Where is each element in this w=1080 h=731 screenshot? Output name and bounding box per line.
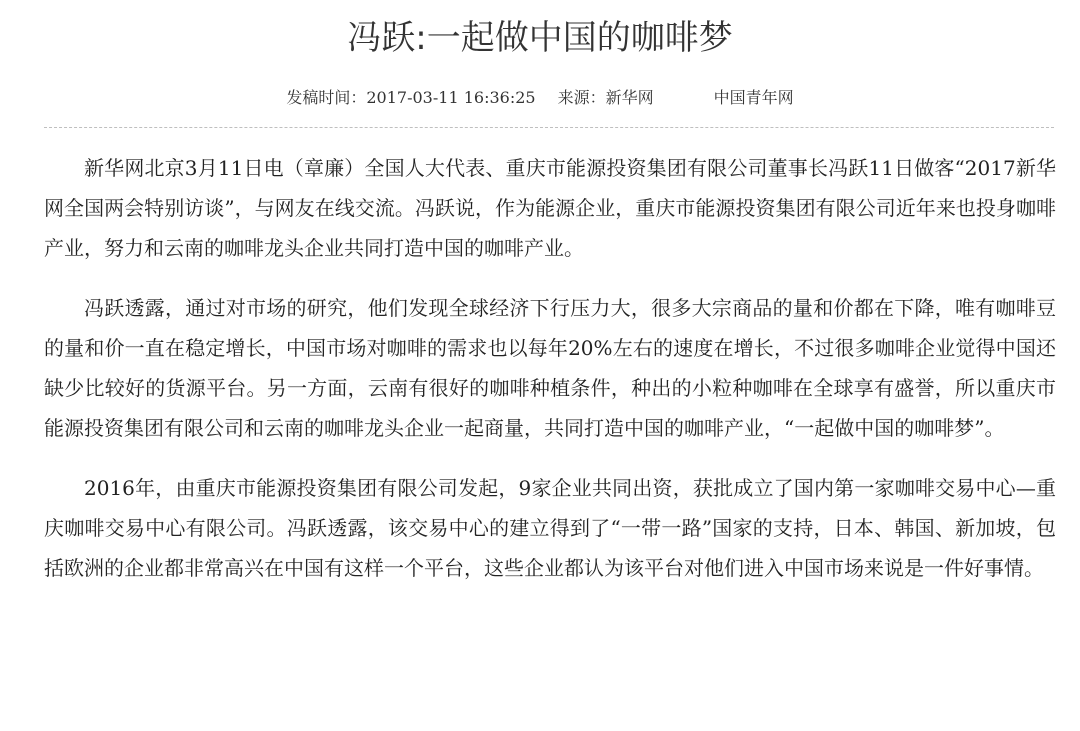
source-label: 来源： <box>557 88 606 107</box>
publish-time-label: 发稿时间： <box>286 88 367 107</box>
publish-time: 2017-03-11 16:36:25 <box>366 88 536 107</box>
article-title: 冯跃:一起做中国的咖啡梦 <box>347 18 733 58</box>
paragraph-3: 2016年，由重庆市能源投资集团有限公司发起，9家企业共同出资，获批成立了国内第一家咖啡交易中心—重庆咖啡交易中心有限公司。冯跃透露，该交易中心的建立得到了“一带一路”国家的支持，日本、韩国、新加坡，包括欧洲的企业都非常高兴在中国有这样一个平台，这些企业都认为该平台对他们进入中国市场来说是一件好事情。 <box>44 476 1056 580</box>
meta-divider <box>44 127 1054 128</box>
source-youth: 中国青年网 <box>713 88 794 107</box>
paragraph-2: 冯跃透露，通过对市场的研究，他们发现全球经济下行压力大，很多大宗商品的量和价都在下降，唯有咖啡豆的量和价一直在稳定增长，中国市场对咖啡的需求也以每年20%左右的速度在增长，不过很多咖啡企业觉得中国还缺少比较好的货源平台。另一方面，云南有很好的咖啡种植条件，种出的小粒种咖啡在全球享有盛誉，所以重庆市能源投资集团有限公司和云南的咖啡龙头企业一起商量，共同打造中国的咖啡产业，“一起做中国的咖啡梦”。 <box>44 296 1056 440</box>
article-body <box>44 148 1056 608</box>
article-meta <box>0 86 1080 110</box>
paragraph-1: 新华网北京3月11日电（章廉）全国人大代表、重庆市能源投资集团有限公司董事长冯跃11日做客“2017新华网全国两会特别访谈”，与网友在线交流。冯跃说，作为能源企业，重庆市能源投资集团有限公司近年来也投身咖啡产业，努力和云南的咖啡龙头企业共同打造中国的咖啡产业。 <box>44 156 1056 260</box>
source-xinhua: 新华网 <box>605 88 654 107</box>
